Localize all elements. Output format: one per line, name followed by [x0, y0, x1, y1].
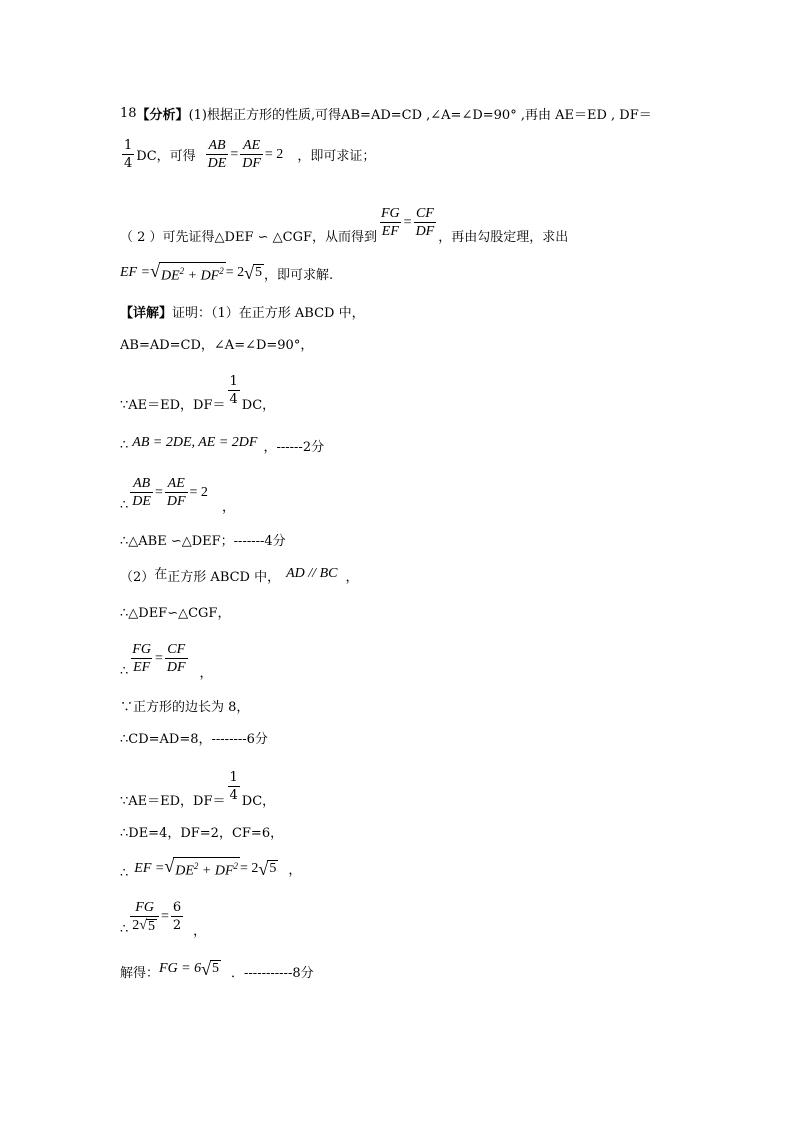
proof-line: 解得： FG = 6 √ 5 ．-----------8分 [120, 958, 314, 981]
analysis-line-1 [120, 104, 652, 123]
analysis-line-4: EF = √ $DE^2 + DF^2$ = 2 √ 5 ，即可求解. [120, 261, 334, 284]
fraction-six-two: $\frac{6}{2}$ [172, 900, 182, 933]
analysis-text: ，即可求解. [264, 267, 334, 283]
analysis-text: DC，可得 [136, 149, 196, 164]
analysis-line-3: （ 2 ）可先证得△DEF ∽ △CGF，从而得到 $\frac{FG}{EF}$ = $\frac{CF}{DF}$ ，再由勾股定理，求出 [120, 206, 569, 245]
analysis-text: (1)根据正方形的性质,可得AB=AD=CD ,∠A=∠D=90° ,再由 AE＝ED , DF＝ [188, 108, 652, 123]
sqrt-expression: √ $DE^2 + DF^2$ [150, 261, 224, 284]
proof-line: ∴△DEF∽△CGF， [120, 606, 231, 621]
fraction-ae-df: $\frac{AE}{DF}$ [166, 476, 186, 509]
question-number: 18 [120, 106, 137, 121]
analysis-tag: 【分析】 [136, 108, 189, 123]
detail-heading: 【详解】 证明：（1）在正方形 ABCD 中， [120, 302, 365, 321]
proof-line: ∴CD=AD=8，--------6分 [120, 732, 268, 747]
proof-line: ∴ $\frac{AB}{DE}$ = $\frac{AE}{DF}$ = 2 ， [120, 476, 235, 515]
fraction-quarter: $\frac{1}{4}$ [229, 374, 238, 407]
sqrt-five: √ 5 [258, 858, 277, 879]
fraction-quarter: $\frac{1}{4}$ [124, 138, 133, 171]
fraction-cf-df: $\frac{CF}{DF}$ [415, 206, 435, 239]
fraction-cf-df: $\frac{CF}{DF}$ [166, 642, 186, 675]
fraction-fg-ef: $\frac{FG}{EF}$ [380, 206, 400, 239]
proof-line: ∴ $\frac{FG}{EF}$ = $\frac{CF}{DF}$ ， [120, 642, 213, 681]
analysis-text: ，再由勾股定理，求出 [438, 230, 569, 245]
fraction-fg-ef: $\frac{FG}{EF}$ [132, 642, 151, 675]
proof-line: ∴ EF = √ $DE^2 + DF^2$ = 2 √ 5 ， [120, 856, 302, 881]
sqrt-expression: √ $DE^2 + DF^2$ [164, 856, 239, 879]
fraction-ae-df: $\frac{AE}{DF}$ [242, 138, 261, 171]
proof-line: ∴DE=4，DF=2，CF=6， [120, 826, 284, 841]
proof-line: （2） 在 正方形 ABCD 中， AD // BC ， [120, 565, 359, 585]
proof-line: ∵正方形的边长为 8， [120, 700, 250, 715]
proof-line: ∵AE＝ED，DF＝ $\frac{1}{4}$ DC， [120, 374, 276, 413]
analysis-text: （ 2 ）可先证得△DEF ∽ △CGF，从而得到 [120, 230, 377, 245]
fraction-ab-de: $\frac{AB}{DE}$ [132, 476, 151, 509]
proof-line: ∵AE＝ED，DF＝ $\frac{1}{4}$ DC， [120, 770, 276, 809]
proof-line: AB=AD=CD，∠A=∠D=90°， [120, 338, 314, 353]
fraction-ab-de: $\frac{AB}{DE}$ [207, 138, 227, 171]
analysis-line-2: $\frac{1}{4}$ DC，可得 $\frac{AB}{DE}$ = $\frac{AE}{DF}$ = 2 ，即可求证； [124, 138, 376, 171]
proof-line: ∴△ABE ∽△DEF；-------4分 [120, 534, 286, 549]
detail-tag: 【详解】 [120, 306, 173, 321]
fraction-fg-2sqrt5: FG 2 √ 5 [130, 900, 159, 933]
fraction-quarter: $\frac{1}{4}$ [229, 770, 238, 803]
proof-line: ∴ FG 2 √ 5 = $\frac{6}{2}$ ， [120, 900, 207, 939]
sqrt-five: √ 5 [201, 958, 220, 979]
analysis-text: ，即可求证； [297, 149, 376, 164]
proof-line: ∴ AB = 2DE, AE = 2DF ，------2分 [120, 434, 325, 455]
sqrt-five: √ 5 [244, 263, 263, 284]
